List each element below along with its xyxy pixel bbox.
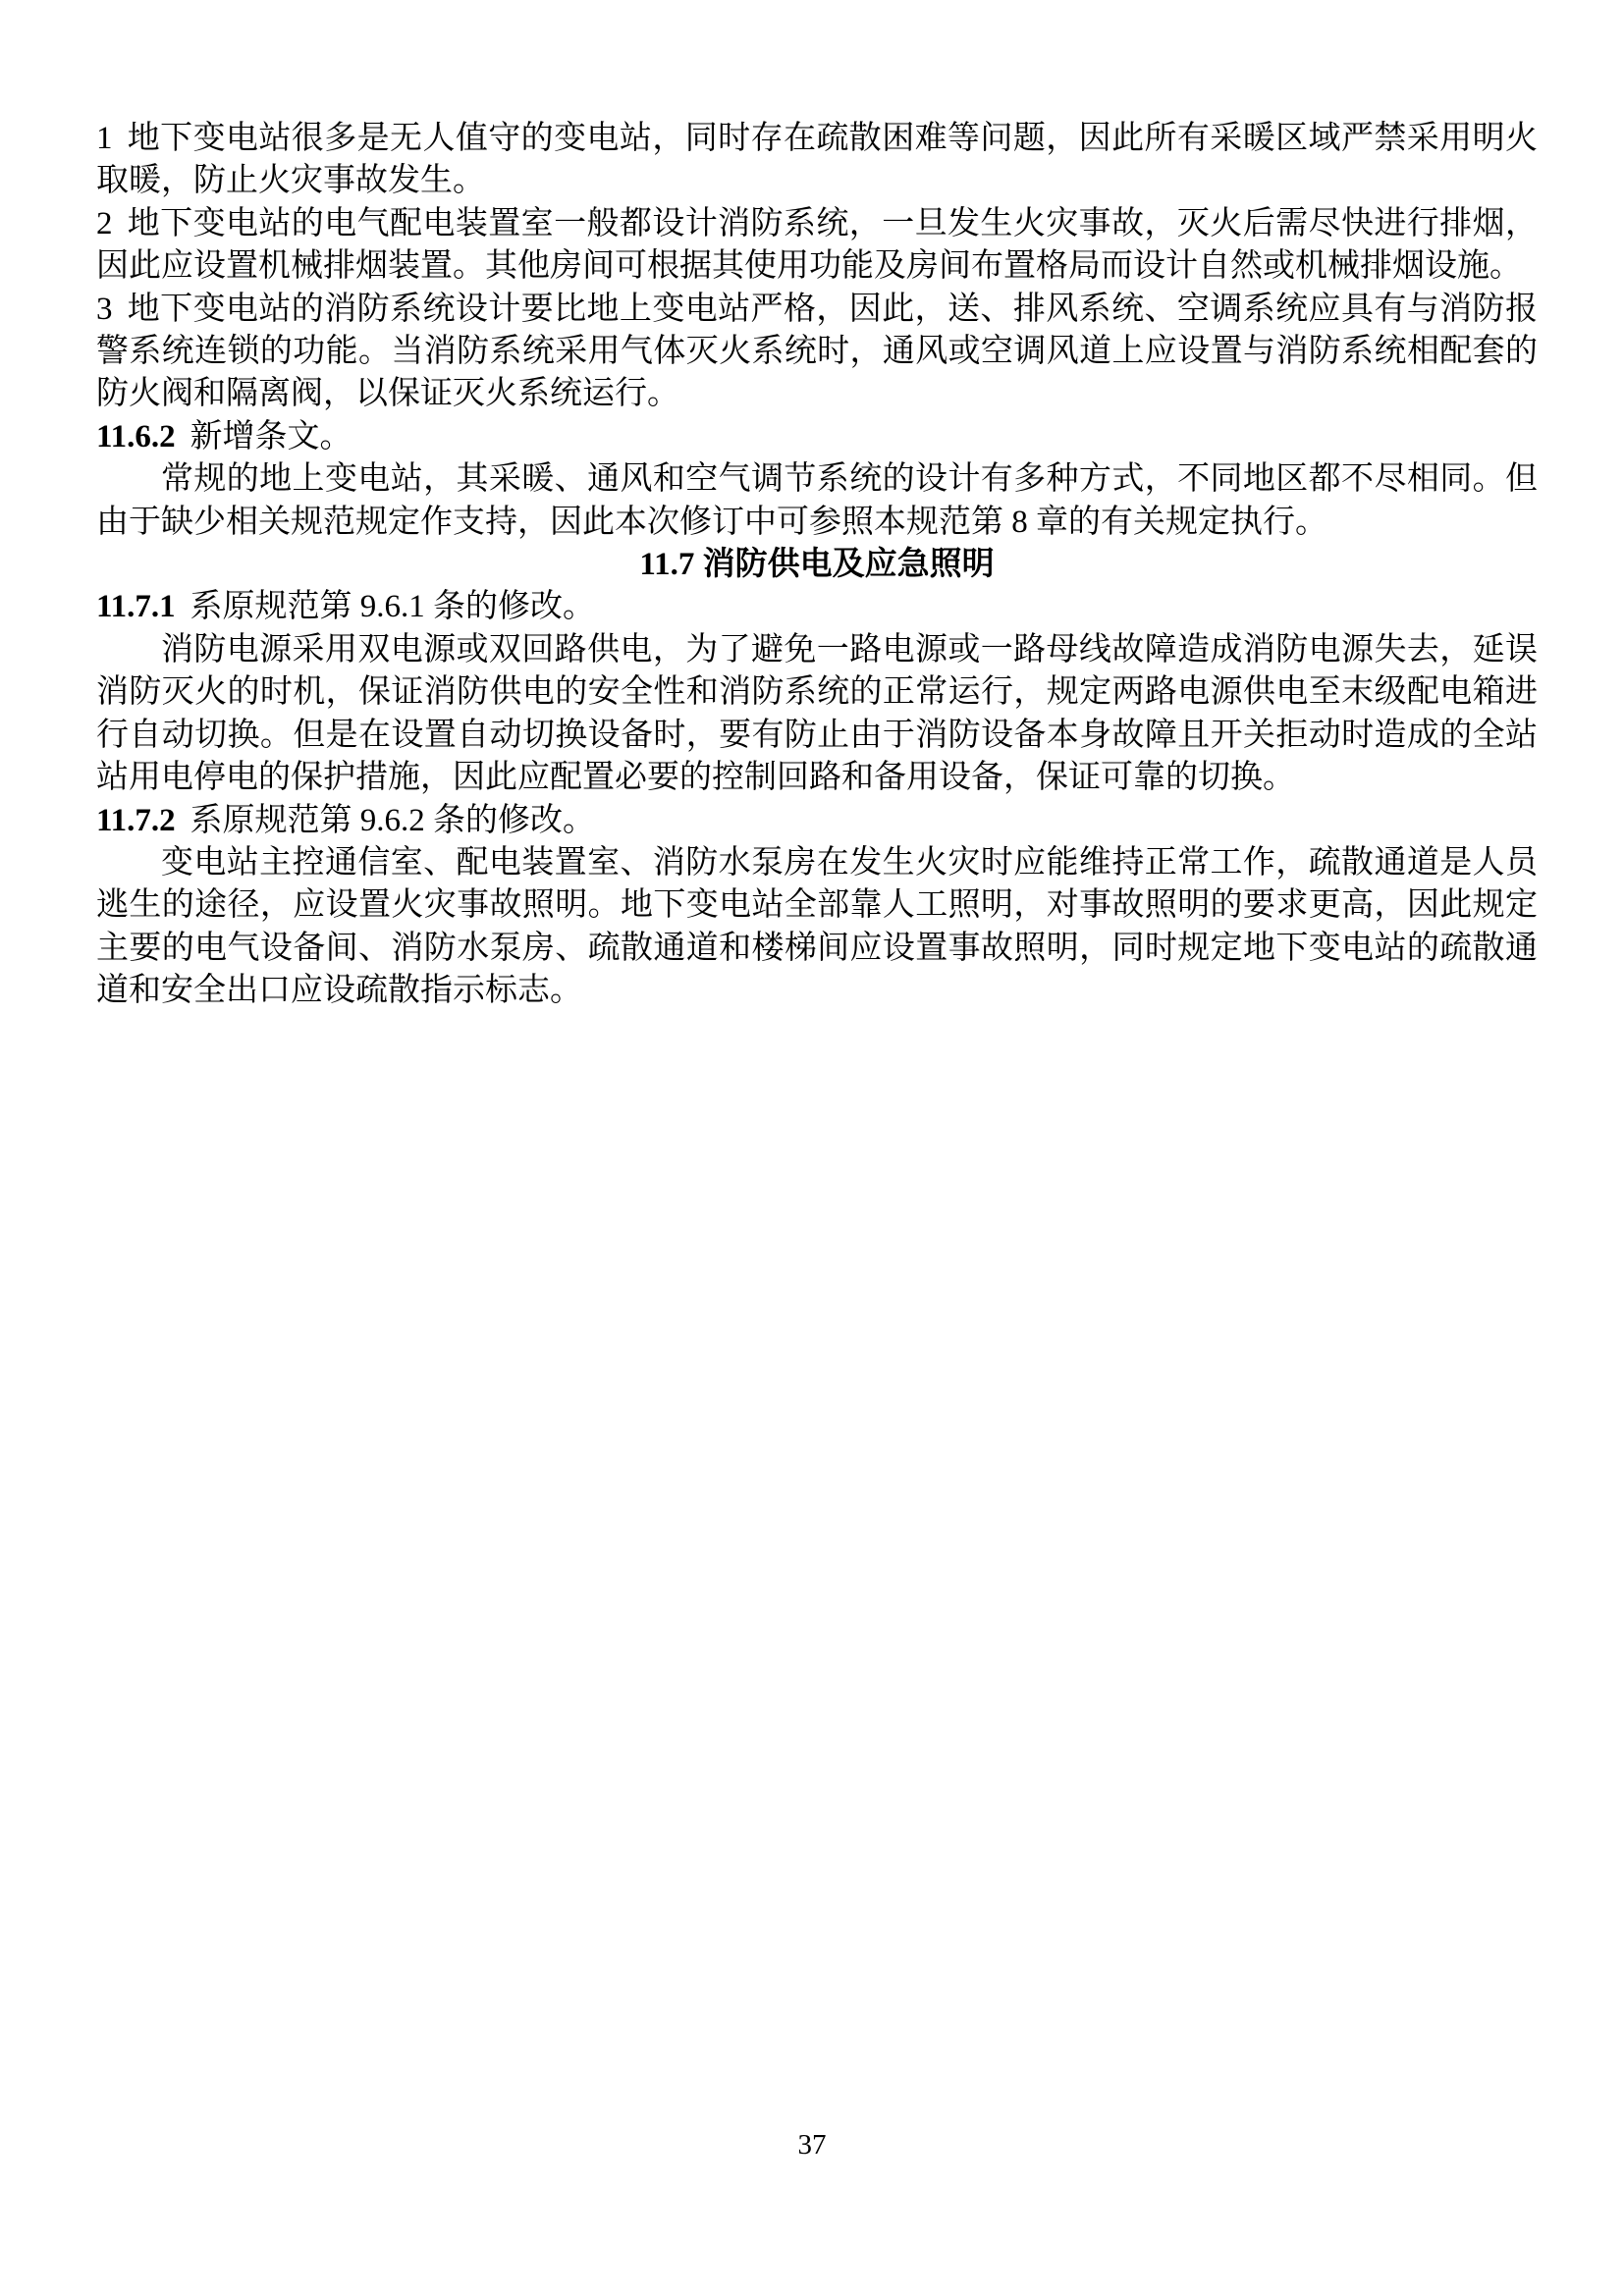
item-text: 地下变电站的消防系统设计要比地上变电站严格，因此，送、排风系统、空调系统应具有与消防报警系统连锁的功能。当消防系统采用气体灭火系统时，通风或空调风道上应设置与消防系统相配套的防火阀和隔离阀，以保证灭火系统运行。 bbox=[96, 291, 1538, 412]
paragraph: 常规的地上变电站，其采暖、通风和空气调节系统的设计有多种方式，不同地区都不尽相同。但由于缺少相关规范规定作支持，因此本次修订中可参照本规范第 8 章的有关规定执行。 bbox=[96, 461, 1538, 540]
clause-11-7-1 bbox=[96, 586, 1538, 628]
clause-text: 系原规范第 9.6.1 条的修改。 bbox=[189, 589, 596, 625]
item-number: 2 bbox=[96, 205, 113, 241]
numbered-item-3 bbox=[96, 289, 1538, 416]
section-heading-11-7: 11.7 消防供电及应急照明 bbox=[639, 547, 995, 583]
clause-number: 11.7.2 bbox=[96, 802, 176, 838]
item-text: 地下变电站很多是无人值守的变电站，同时存在疏散困难等问题，因此所有采暖区域严禁采用明火取暖，防止火灾事故发生。 bbox=[96, 121, 1538, 199]
numbered-item-2 bbox=[96, 203, 1538, 289]
paragraph: 消防电源采用双电源或双回路供电，为了避免一路电源或一路母线故障造成消防电源失去，延误消防灭火的时机，保证消防供电的安全性和消防系统的正常运行，规定两路电源供电至末级配电箱进行自动切换。但是在设置自动切换设备时，要有防止由于消防设备本身故障且开关拒动时造成的全站站用电停电的保护措施，因此应配置必要的控制回路和备用设备，保证可靠的切换。 bbox=[96, 631, 1538, 796]
item-number: 1 bbox=[96, 121, 113, 156]
page-number: 37 bbox=[797, 2129, 827, 2161]
numbered-item-1 bbox=[96, 118, 1538, 203]
item-number: 3 bbox=[96, 291, 113, 327]
document-body bbox=[96, 118, 1538, 1013]
clause-11-6-2 bbox=[96, 416, 1538, 458]
paragraph: 变电站主控通信室、配电装置室、消防水泵房在发生火灾时应能维持正常工作，疏散通道是人员逃生的途径，应设置火灾事故照明。地下变电站全部靠人工照明，对事故照明的要求更高，因此规定主要的电气设备间、消防水泵房、疏散通道和楼梯间应设置事故照明，同时规定地下变电站的疏散通道和安全出口应设疏散指示标志。 bbox=[96, 844, 1538, 1009]
clause-11-7-2 bbox=[96, 800, 1538, 842]
clause-text: 系原规范第 9.6.2 条的修改。 bbox=[189, 802, 596, 838]
clause-number: 11.6.2 bbox=[96, 418, 176, 454]
page-footer bbox=[0, 2128, 1624, 2162]
item-text: 地下变电站的电气配电装置室一般都设计消防系统，一旦发生火灾事故，灭火后需尽快进行排烟，因此应设置机械排烟装置。其他房间可根据其使用功能及房间布置格局而设计自然或机械排烟设施。 bbox=[96, 205, 1538, 285]
clause-number: 11.7.1 bbox=[96, 589, 176, 625]
clause-text: 新增条文。 bbox=[189, 418, 352, 454]
